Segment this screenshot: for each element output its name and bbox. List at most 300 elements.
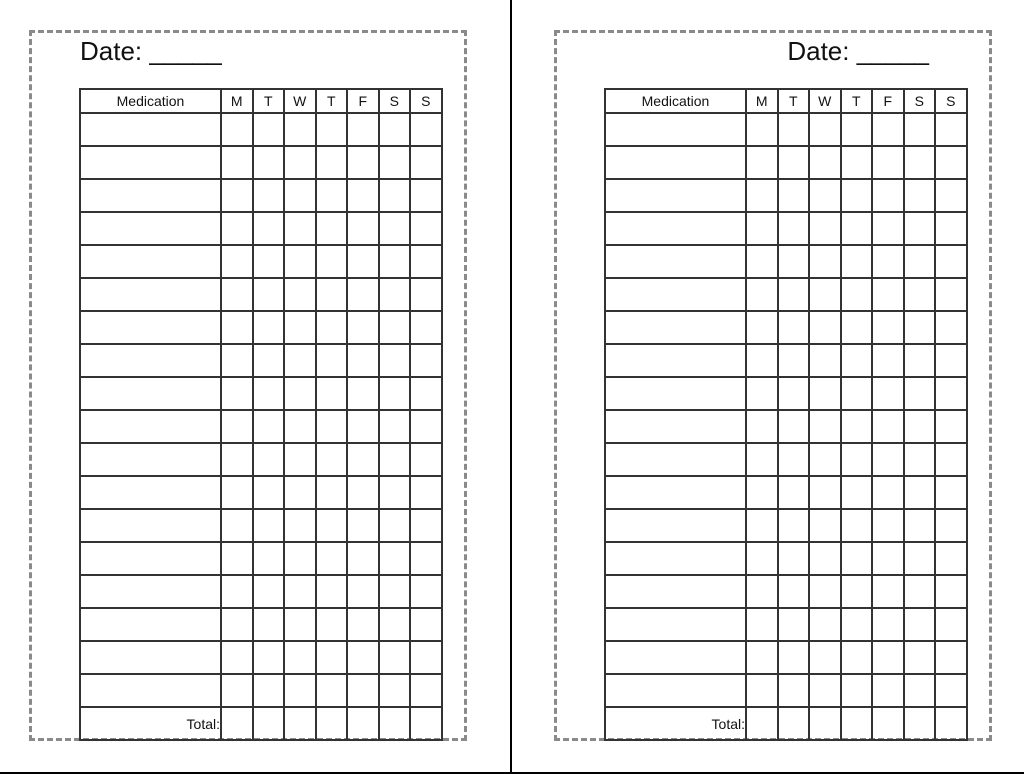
day-check-cell[interactable] [284,608,316,641]
day-check-cell[interactable] [221,674,253,707]
day-check-cell[interactable] [253,146,285,179]
day-check-cell[interactable] [410,278,442,311]
day-check-cell[interactable] [935,245,967,278]
day-check-cell[interactable] [379,641,411,674]
day-check-cell[interactable] [316,344,348,377]
medication-name-cell[interactable] [605,278,746,311]
day-check-cell[interactable] [778,146,810,179]
medication-name-cell[interactable] [80,146,221,179]
day-check-cell[interactable] [778,410,810,443]
medication-name-cell[interactable] [80,476,221,509]
day-check-cell[interactable] [221,443,253,476]
day-check-cell[interactable] [778,509,810,542]
day-check-cell[interactable] [221,179,253,212]
day-check-cell[interactable] [872,542,904,575]
day-check-cell[interactable] [872,443,904,476]
day-check-cell[interactable] [410,443,442,476]
day-check-cell[interactable] [347,377,379,410]
day-check-cell[interactable] [410,377,442,410]
day-check-cell[interactable] [746,608,778,641]
day-check-cell[interactable] [347,245,379,278]
day-check-cell[interactable] [809,509,841,542]
day-check-cell[interactable] [841,179,873,212]
day-check-cell[interactable] [904,146,936,179]
day-check-cell[interactable] [221,608,253,641]
day-check-cell[interactable] [841,674,873,707]
day-check-cell[interactable] [746,278,778,311]
day-check-cell[interactable] [935,410,967,443]
medication-name-cell[interactable] [605,311,746,344]
day-check-cell[interactable] [904,608,936,641]
day-check-cell[interactable] [841,542,873,575]
day-check-cell[interactable] [316,113,348,146]
medication-name-cell[interactable] [80,575,221,608]
day-check-cell[interactable] [379,113,411,146]
day-check-cell[interactable] [904,212,936,245]
medication-name-cell[interactable] [605,245,746,278]
day-check-cell[interactable] [221,410,253,443]
day-check-cell[interactable] [410,476,442,509]
day-check-cell[interactable] [284,410,316,443]
day-check-cell[interactable] [347,179,379,212]
day-check-cell[interactable] [379,311,411,344]
medication-name-cell[interactable] [605,113,746,146]
medication-name-cell[interactable] [80,410,221,443]
day-check-cell[interactable] [347,575,379,608]
medication-name-cell[interactable] [605,542,746,575]
day-check-cell[interactable] [221,212,253,245]
day-check-cell[interactable] [410,179,442,212]
day-check-cell[interactable] [221,278,253,311]
medication-name-cell[interactable] [605,476,746,509]
day-check-cell[interactable] [221,311,253,344]
day-check-cell[interactable] [809,278,841,311]
day-check-cell[interactable] [347,344,379,377]
day-check-cell[interactable] [935,641,967,674]
day-check-cell[interactable] [379,146,411,179]
day-check-cell[interactable] [809,674,841,707]
day-check-cell[interactable] [809,344,841,377]
day-check-cell[interactable] [316,674,348,707]
day-check-cell[interactable] [904,641,936,674]
day-check-cell[interactable] [841,212,873,245]
day-check-cell[interactable] [253,311,285,344]
day-check-cell[interactable] [379,377,411,410]
day-check-cell[interactable] [872,179,904,212]
day-check-cell[interactable] [778,575,810,608]
day-check-cell[interactable] [316,476,348,509]
day-check-cell[interactable] [410,674,442,707]
total-cell[interactable] [316,707,348,740]
day-check-cell[interactable] [379,179,411,212]
day-check-cell[interactable] [284,146,316,179]
day-check-cell[interactable] [316,245,348,278]
day-check-cell[interactable] [379,344,411,377]
day-check-cell[interactable] [872,377,904,410]
day-check-cell[interactable] [379,278,411,311]
day-check-cell[interactable] [904,410,936,443]
day-check-cell[interactable] [809,410,841,443]
day-check-cell[interactable] [809,443,841,476]
day-check-cell[interactable] [841,311,873,344]
day-check-cell[interactable] [904,476,936,509]
day-check-cell[interactable] [904,245,936,278]
day-check-cell[interactable] [809,575,841,608]
day-check-cell[interactable] [935,377,967,410]
day-check-cell[interactable] [841,641,873,674]
day-check-cell[interactable] [935,278,967,311]
day-check-cell[interactable] [379,443,411,476]
day-check-cell[interactable] [410,575,442,608]
day-check-cell[interactable] [253,476,285,509]
day-check-cell[interactable] [253,344,285,377]
day-check-cell[interactable] [872,410,904,443]
medication-name-cell[interactable] [80,641,221,674]
day-check-cell[interactable] [379,509,411,542]
day-check-cell[interactable] [221,113,253,146]
medication-name-cell[interactable] [605,146,746,179]
day-check-cell[interactable] [904,311,936,344]
day-check-cell[interactable] [746,509,778,542]
day-check-cell[interactable] [904,113,936,146]
day-check-cell[interactable] [935,476,967,509]
medication-name-cell[interactable] [80,278,221,311]
day-check-cell[interactable] [746,476,778,509]
day-check-cell[interactable] [841,575,873,608]
day-check-cell[interactable] [872,311,904,344]
day-check-cell[interactable] [379,674,411,707]
day-check-cell[interactable] [316,179,348,212]
medication-name-cell[interactable] [605,179,746,212]
day-check-cell[interactable] [347,146,379,179]
day-check-cell[interactable] [316,410,348,443]
day-check-cell[interactable] [746,344,778,377]
medication-name-cell[interactable] [605,212,746,245]
day-check-cell[interactable] [253,113,285,146]
total-cell[interactable] [284,707,316,740]
total-cell[interactable] [410,707,442,740]
day-check-cell[interactable] [872,674,904,707]
day-check-cell[interactable] [410,245,442,278]
day-check-cell[interactable] [904,443,936,476]
day-check-cell[interactable] [221,542,253,575]
day-check-cell[interactable] [778,245,810,278]
medication-name-cell[interactable] [80,212,221,245]
day-check-cell[interactable] [284,278,316,311]
day-check-cell[interactable] [221,344,253,377]
total-cell[interactable] [809,707,841,740]
day-check-cell[interactable] [935,443,967,476]
day-check-cell[interactable] [379,245,411,278]
medication-name-cell[interactable] [80,509,221,542]
day-check-cell[interactable] [746,641,778,674]
day-check-cell[interactable] [284,443,316,476]
day-check-cell[interactable] [410,113,442,146]
day-check-cell[interactable] [841,509,873,542]
day-check-cell[interactable] [778,113,810,146]
total-cell[interactable] [746,707,778,740]
day-check-cell[interactable] [904,509,936,542]
day-check-cell[interactable] [841,608,873,641]
medication-name-cell[interactable] [605,575,746,608]
day-check-cell[interactable] [347,608,379,641]
day-check-cell[interactable] [221,509,253,542]
day-check-cell[interactable] [746,179,778,212]
day-check-cell[interactable] [809,608,841,641]
medication-name-cell[interactable] [80,179,221,212]
day-check-cell[interactable] [778,674,810,707]
day-check-cell[interactable] [347,113,379,146]
day-check-cell[interactable] [935,311,967,344]
day-check-cell[interactable] [347,278,379,311]
total-cell[interactable] [253,707,285,740]
day-check-cell[interactable] [872,278,904,311]
day-check-cell[interactable] [284,641,316,674]
day-check-cell[interactable] [935,344,967,377]
day-check-cell[interactable] [316,608,348,641]
day-check-cell[interactable] [872,641,904,674]
day-check-cell[interactable] [904,674,936,707]
day-check-cell[interactable] [253,509,285,542]
day-check-cell[interactable] [904,542,936,575]
day-check-cell[interactable] [935,212,967,245]
medication-name-cell[interactable] [80,113,221,146]
day-check-cell[interactable] [809,377,841,410]
day-check-cell[interactable] [410,509,442,542]
day-check-cell[interactable] [809,245,841,278]
day-check-cell[interactable] [284,311,316,344]
total-cell[interactable] [872,707,904,740]
day-check-cell[interactable] [841,113,873,146]
day-check-cell[interactable] [778,212,810,245]
day-check-cell[interactable] [253,179,285,212]
medication-name-cell[interactable] [605,344,746,377]
day-check-cell[interactable] [379,476,411,509]
day-check-cell[interactable] [316,278,348,311]
day-check-cell[interactable] [316,377,348,410]
day-check-cell[interactable] [253,575,285,608]
day-check-cell[interactable] [746,443,778,476]
medication-name-cell[interactable] [605,641,746,674]
day-check-cell[interactable] [284,179,316,212]
day-check-cell[interactable] [316,509,348,542]
day-check-cell[interactable] [872,146,904,179]
total-cell[interactable] [904,707,936,740]
day-check-cell[interactable] [841,146,873,179]
day-check-cell[interactable] [746,245,778,278]
day-check-cell[interactable] [410,410,442,443]
day-check-cell[interactable] [410,146,442,179]
day-check-cell[interactable] [778,179,810,212]
medication-name-cell[interactable] [605,410,746,443]
day-check-cell[interactable] [809,476,841,509]
medication-name-cell[interactable] [80,674,221,707]
day-check-cell[interactable] [316,542,348,575]
day-check-cell[interactable] [935,113,967,146]
total-cell[interactable] [841,707,873,740]
day-check-cell[interactable] [904,377,936,410]
day-check-cell[interactable] [746,542,778,575]
day-check-cell[interactable] [316,575,348,608]
day-check-cell[interactable] [221,476,253,509]
day-check-cell[interactable] [809,146,841,179]
day-check-cell[interactable] [746,212,778,245]
day-check-cell[interactable] [379,410,411,443]
day-check-cell[interactable] [778,344,810,377]
day-check-cell[interactable] [841,245,873,278]
medication-name-cell[interactable] [80,542,221,575]
day-check-cell[interactable] [935,542,967,575]
medication-name-cell[interactable] [80,311,221,344]
day-check-cell[interactable] [872,344,904,377]
day-check-cell[interactable] [746,113,778,146]
total-cell[interactable] [935,707,967,740]
day-check-cell[interactable] [778,476,810,509]
day-check-cell[interactable] [221,641,253,674]
day-check-cell[interactable] [316,443,348,476]
day-check-cell[interactable] [221,377,253,410]
day-check-cell[interactable] [221,575,253,608]
day-check-cell[interactable] [316,311,348,344]
day-check-cell[interactable] [379,212,411,245]
day-check-cell[interactable] [841,410,873,443]
day-check-cell[interactable] [316,641,348,674]
day-check-cell[interactable] [347,674,379,707]
day-check-cell[interactable] [284,344,316,377]
day-check-cell[interactable] [872,476,904,509]
day-check-cell[interactable] [284,212,316,245]
day-check-cell[interactable] [284,245,316,278]
day-check-cell[interactable] [221,146,253,179]
day-check-cell[interactable] [746,410,778,443]
day-check-cell[interactable] [809,641,841,674]
day-check-cell[interactable] [284,575,316,608]
day-check-cell[interactable] [284,113,316,146]
day-check-cell[interactable] [410,212,442,245]
medication-name-cell[interactable] [605,509,746,542]
day-check-cell[interactable] [347,212,379,245]
day-check-cell[interactable] [410,311,442,344]
day-check-cell[interactable] [746,311,778,344]
total-cell[interactable] [221,707,253,740]
day-check-cell[interactable] [809,179,841,212]
day-check-cell[interactable] [841,476,873,509]
day-check-cell[interactable] [746,377,778,410]
day-check-cell[interactable] [253,278,285,311]
day-check-cell[interactable] [935,179,967,212]
day-check-cell[interactable] [253,245,285,278]
day-check-cell[interactable] [872,113,904,146]
day-check-cell[interactable] [809,113,841,146]
day-check-cell[interactable] [316,146,348,179]
day-check-cell[interactable] [316,212,348,245]
day-check-cell[interactable] [935,146,967,179]
day-check-cell[interactable] [935,575,967,608]
day-check-cell[interactable] [347,410,379,443]
day-check-cell[interactable] [253,443,285,476]
day-check-cell[interactable] [778,443,810,476]
day-check-cell[interactable] [379,575,411,608]
medication-name-cell[interactable] [80,377,221,410]
day-check-cell[interactable] [935,674,967,707]
total-cell[interactable] [778,707,810,740]
day-check-cell[interactable] [410,641,442,674]
day-check-cell[interactable] [904,575,936,608]
day-check-cell[interactable] [935,608,967,641]
day-check-cell[interactable] [841,278,873,311]
day-check-cell[interactable] [778,278,810,311]
day-check-cell[interactable] [284,542,316,575]
day-check-cell[interactable] [809,542,841,575]
day-check-cell[interactable] [841,443,873,476]
medication-name-cell[interactable] [605,377,746,410]
day-check-cell[interactable] [872,245,904,278]
medication-name-cell[interactable] [605,674,746,707]
day-check-cell[interactable] [410,608,442,641]
day-check-cell[interactable] [410,344,442,377]
day-check-cell[interactable] [284,674,316,707]
day-check-cell[interactable] [809,212,841,245]
medication-name-cell[interactable] [80,443,221,476]
day-check-cell[interactable] [746,575,778,608]
day-check-cell[interactable] [347,443,379,476]
day-check-cell[interactable] [872,575,904,608]
day-check-cell[interactable] [904,344,936,377]
day-check-cell[interactable] [253,674,285,707]
day-check-cell[interactable] [904,179,936,212]
day-check-cell[interactable] [778,641,810,674]
day-check-cell[interactable] [841,377,873,410]
total-cell[interactable] [347,707,379,740]
day-check-cell[interactable] [253,410,285,443]
day-check-cell[interactable] [253,542,285,575]
day-check-cell[interactable] [253,212,285,245]
day-check-cell[interactable] [778,608,810,641]
day-check-cell[interactable] [841,344,873,377]
medication-name-cell[interactable] [605,608,746,641]
medication-name-cell[interactable] [605,443,746,476]
day-check-cell[interactable] [904,278,936,311]
day-check-cell[interactable] [778,377,810,410]
day-check-cell[interactable] [284,476,316,509]
day-check-cell[interactable] [253,608,285,641]
day-check-cell[interactable] [872,608,904,641]
medication-name-cell[interactable] [80,245,221,278]
day-check-cell[interactable] [410,542,442,575]
total-cell[interactable] [379,707,411,740]
day-check-cell[interactable] [935,509,967,542]
day-check-cell[interactable] [253,641,285,674]
day-check-cell[interactable] [253,377,285,410]
day-check-cell[interactable] [778,542,810,575]
day-check-cell[interactable] [379,608,411,641]
day-check-cell[interactable] [347,509,379,542]
day-check-cell[interactable] [347,311,379,344]
day-check-cell[interactable] [284,377,316,410]
day-check-cell[interactable] [746,146,778,179]
day-check-cell[interactable] [872,212,904,245]
day-check-cell[interactable] [746,674,778,707]
day-check-cell[interactable] [778,311,810,344]
medication-name-cell[interactable] [80,608,221,641]
day-check-cell[interactable] [872,509,904,542]
day-check-cell[interactable] [379,542,411,575]
medication-name-cell[interactable] [80,344,221,377]
day-check-cell[interactable] [347,641,379,674]
day-check-cell[interactable] [809,311,841,344]
day-check-cell[interactable] [284,509,316,542]
day-check-cell[interactable] [347,542,379,575]
